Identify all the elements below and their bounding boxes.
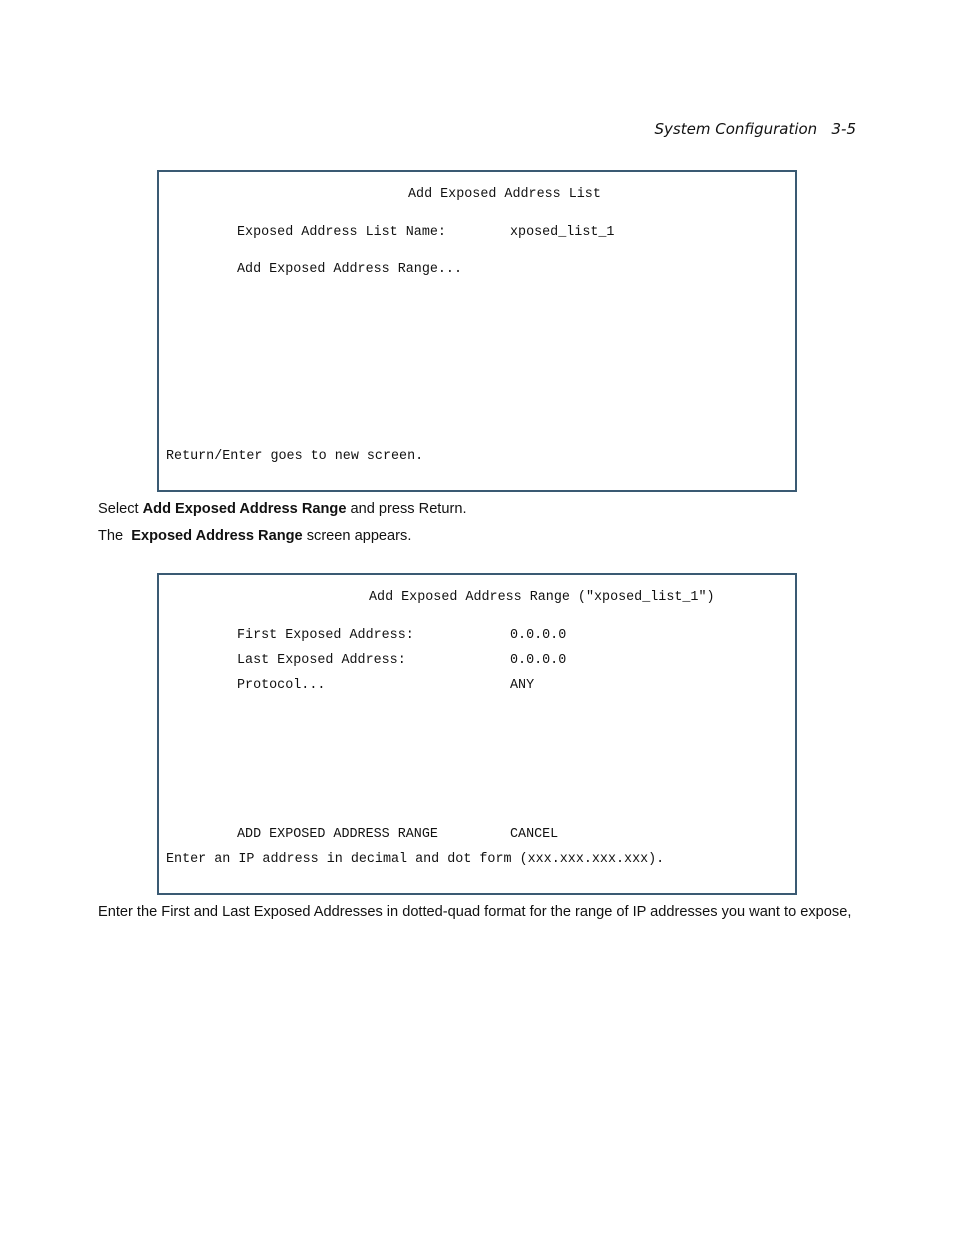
- page-number: 3-5: [831, 120, 856, 138]
- screen-title: Add Exposed Address Range ("xposed_list_1"): [369, 590, 715, 605]
- first-address-label: First Exposed Address:: [237, 628, 414, 643]
- cancel-button[interactable]: CANCEL: [510, 827, 559, 842]
- list-name-label: Exposed Address List Name:: [237, 225, 446, 240]
- protocol-menu-item[interactable]: Protocol...: [237, 678, 326, 693]
- first-address-field[interactable]: 0.0.0.0: [510, 628, 567, 643]
- instruction-text: screen appears.: [302, 528, 412, 544]
- header-title: System Configuration: [654, 120, 818, 138]
- body-paragraph: Enter the First and Last Exposed Addresses in dotted-quad format for the range of IP addresses you want to expose,: [98, 904, 852, 920]
- running-header: [655, 120, 856, 138]
- protocol-value: ANY: [510, 678, 535, 693]
- add-range-button[interactable]: ADD EXPOSED ADDRESS RANGE: [237, 827, 438, 842]
- last-address-field[interactable]: 0.0.0.0: [510, 653, 567, 668]
- last-address-label: Last Exposed Address:: [237, 653, 406, 668]
- instruction-screen-appears: [98, 527, 411, 545]
- instruction-bold: Exposed Address Range: [131, 528, 303, 544]
- status-line: Return/Enter goes to new screen.: [166, 449, 424, 464]
- instruction-text: and press Return.: [346, 501, 467, 517]
- screen-title: Add Exposed Address List: [408, 187, 601, 202]
- terminal-screen-add-range: [157, 573, 797, 895]
- status-line: Enter an IP address in decimal and dot form (xxx.xxx.xxx.xxx).: [166, 852, 665, 867]
- add-range-menu-item[interactable]: Add Exposed Address Range...: [237, 262, 462, 277]
- list-name-field[interactable]: xposed_list_1: [510, 225, 615, 240]
- instruction-bold: Add Exposed Address Range: [142, 501, 347, 517]
- instruction-text: Select: [98, 501, 143, 517]
- terminal-screen-add-list: [157, 170, 797, 492]
- instruction-select: [98, 500, 467, 518]
- instruction-text: The: [98, 528, 132, 544]
